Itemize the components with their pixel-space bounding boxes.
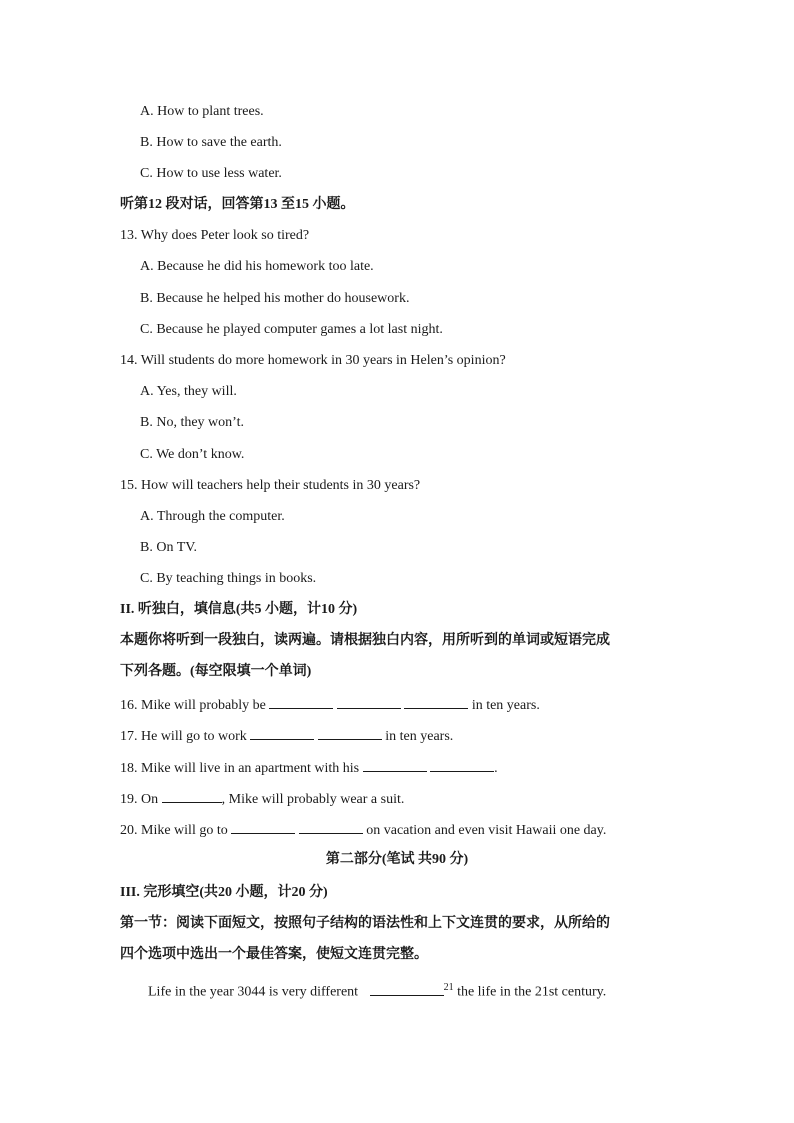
passage-first-line: Life in the year 3044 is very different $^{21}$ the life in the 21st century. (148, 982, 607, 1000)
part-title: 第二部分(笔试 共90 分) (325, 852, 469, 867)
question-16: 16. Mike will probably be in ten years. (120, 695, 540, 715)
question-15: 15. How will teachers help their students in 30 years? (120, 478, 421, 493)
answer-blank[interactable] (231, 820, 295, 834)
option-c: C. We don’t know. (140, 447, 245, 462)
question-18: 18. Mike will live in an apartment with his . (120, 758, 498, 778)
question-14: 14. Will students do more homework in 30 years in Helen’s opinion? (120, 353, 506, 368)
option-c: C. Because he played computer games a lot last night. (140, 322, 443, 337)
question-13: 13. Why does Peter look so tired? (120, 228, 310, 243)
option-a: A. Through the computer. (140, 509, 285, 524)
instruction-line-2: 下列各题。(每空限填一个单词) (120, 664, 312, 679)
option-b: B. Because he helped his mother do housework. (140, 291, 410, 306)
option-c: C. How to use less water. (140, 166, 282, 181)
option-a: A. Yes, they will. (140, 384, 237, 399)
section-heading: II. 听独白，填信息(共5 小题，计10 分) (120, 602, 358, 617)
instruction-line-2: 四个选项中选出一个最佳答案，使短文连贯完整。 (120, 947, 428, 962)
option-a: A. How to plant trees. (140, 104, 264, 119)
answer-blank[interactable] (250, 726, 314, 740)
answer-blank[interactable] (404, 695, 468, 709)
instruction-line-1: 本题你将听到一段独白，读两遍。请根据独白内容，用所听到的单词或短语完成 (120, 633, 610, 648)
answer-blank[interactable] (363, 758, 427, 772)
answer-blank[interactable] (318, 726, 382, 740)
answer-blank[interactable] (337, 695, 401, 709)
question-20: 20. Mike will go to on vacation and even visit Hawaii one day. (120, 820, 606, 840)
answer-blank[interactable] (430, 758, 494, 772)
section-heading: III. 完形填空(共20 小题，计20 分) (120, 885, 328, 900)
instruction-line-1: 第一节：阅读下面短文，按照句子结构的语法性和上下文连贯的要求，从所给的 (120, 916, 610, 931)
answer-blank[interactable] (162, 789, 222, 803)
listening-instruction: 听第12 段对话，回答第13 至15 小题。 (120, 197, 355, 212)
answer-blank[interactable] (299, 820, 363, 834)
answer-blank[interactable] (370, 982, 444, 996)
question-19: 19. On , Mike will probably wear a suit. (120, 789, 404, 809)
option-b: B. No, they won’t. (140, 415, 244, 430)
answer-blank[interactable] (269, 695, 333, 709)
option-b: B. On TV. (140, 540, 198, 555)
question-17: 17. He will go to work in ten years. (120, 726, 453, 746)
option-a: A. Because he did his homework too late. (140, 259, 374, 274)
option-b: B. How to save the earth. (140, 135, 282, 150)
blank-number: 21 (443, 982, 454, 993)
option-c: C. By teaching things in books. (140, 571, 317, 586)
